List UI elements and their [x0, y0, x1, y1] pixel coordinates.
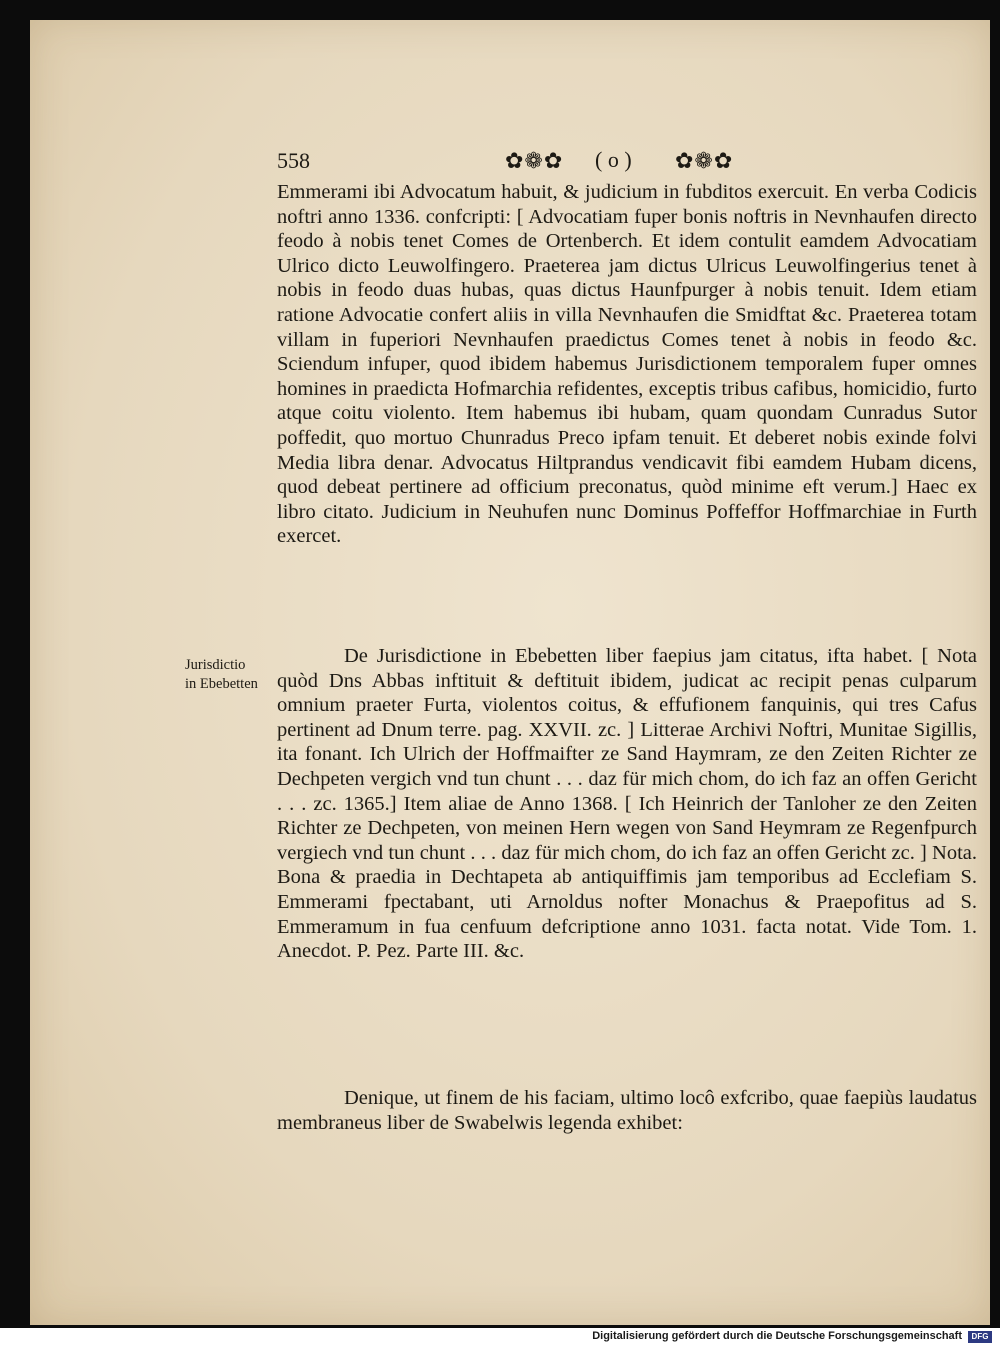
- body-paragraph-3: Denique, ut finem de his faciam, ultimo locô exfcribo, quae faepiùs laudatus membraneus liber de Swabelwis legenda exhibet:: [277, 1087, 977, 1134]
- footer-credit: Digitalisierung gefördert durch die Deutsche Forschungsgemeinschaft: [592, 1330, 962, 1342]
- body-paragraph-1: Emmerami ibi Advocatum habuit, & judicium in fubditos exercuit. En verba Codicis noftri anno 1336. confcripti: [ Advocatiam fuper bonis noftris in Nevnhaufen directo feodo à nobis tenet Comes de Ortenberch. Et idem contulit eamdem Advocatiam Ulrico dicto Leuwolfingero. Praeterea jam dictus Ulricus Leuwolfingerius tenet à nobis in feodo duas hubas, quas dictus Haunfpurger à nobis tenuit. Idem etiam ratione Advocatie confert aliis in villa Nevnhaufen die Smidftat &c. Praeterea totam villam in fuperiori Nevnhaufen praedictus Comes tenet à nobis in feodo &c. Sciendum infuper, quod ibidem habemus Jurisdictionem temporalem fuper omnes homines in praedicta Hofmarchia refidentes, exceptis tribus cafibus, homicidio, furto atque coitu violento. Item habemus ibi hubam, quam quondam Cunradus Sutor poffedit, quo mortuo Chunradus Preco ipfam tenuit. Et deberet nobis exinde folvi Media libra denar. Advocatus Hiltprandus vendicavit fibi eamdem Hubam dicens, quod debeat pertinere ad officium preconatus, quòd minime eft verum.] Haec ex libro citato. Judicium in Neuhufen nunc Dominus Poffeffor Hoffmarchiae in Furth exercet.: [277, 181, 977, 548]
- header-ornament-right: ✿❁✿: [675, 148, 734, 173]
- dfg-logo: DFG: [968, 1331, 992, 1343]
- header-ornament-left: ✿❁✿: [505, 148, 564, 173]
- body-paragraph-2: De Jurisdictione in Ebebetten liber faepius jam citatus, ifta habet. [ Nota quòd Dns Abbas inftituit & deftituit ibidem, judicat ac recipit penas culparum omnium praeter Furta, violentos coitus, & effufionem fanquinis, qui tres Cafus pertinent ad Dnum terre. pag. XXVII. zc. ] Litterae Archivi Noftri, Munitae Sigillis, ita fonant. Ich Ulrich der Hoffmaifter ze Sand Haymram, ze den Zeiten Richter ze Dechpeten vergich vnd tun chunt . . . daz für mich chom, do ich faz an offen Gericht . . . zc. 1365.] Item aliae de Anno 1368. [ Ich Heinrich der Tanloher ze den Zeiten Richter ze Dechpeten, von meinen Hern wegen von Sand Heymram ze Regenfpurch vergiech vnd tun chunt . . . daz für mich chom, do ich faz an offen Gericht zc. ] Nota. Bona & praedia in Dechtapeta ab antiquiffimis jam temporibus ad Ecclefiam S. Emmerami fpectabant, uti Arnoldus nofter Monachus & Praepofitus ad S. Emmeramum in fua cenfuum defcriptione anno 1031. facta notat. Vide Tom. 1. Anecdot. P. Pez. Parte III. &c.: [277, 645, 977, 963]
- margin-note: [185, 656, 277, 694]
- header-sign: ( o ): [595, 147, 632, 172]
- margin-note-line-1: Jurisdictio: [185, 657, 246, 673]
- digitization-footer: [0, 1328, 1000, 1347]
- page-number: 558: [277, 148, 310, 173]
- margin-note-line-2: in Ebebetten: [185, 676, 258, 692]
- page-header: [277, 148, 977, 178]
- book-page: [30, 20, 990, 1325]
